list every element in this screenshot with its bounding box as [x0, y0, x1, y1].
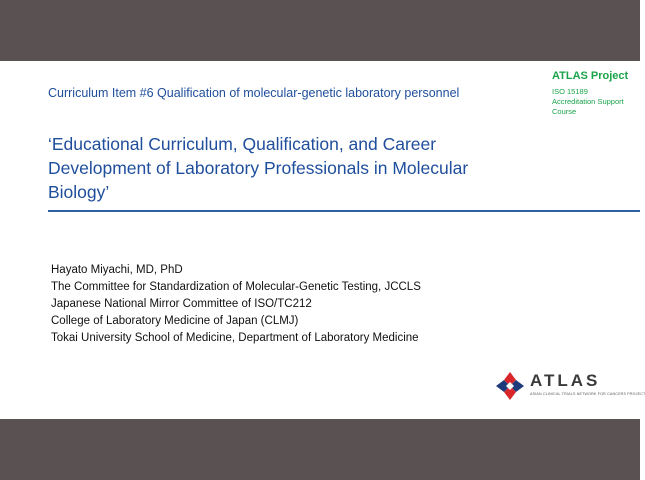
affiliation-line: College of Laboratory Medicine of Japan (CLMJ)	[51, 315, 299, 327]
affiliation-line: Tokai University School of Medicine, Department of Laboratory Medicine	[51, 332, 419, 344]
badge-title: ATLAS Project	[552, 70, 629, 82]
affiliation-line: Japanese National Mirror Committee of ISO/TC212	[51, 298, 312, 310]
bottom-band	[0, 419, 640, 480]
atlas-project-badge	[552, 70, 632, 117]
author-name: Hayato Miyachi, MD, PhD	[51, 264, 183, 276]
atlas-logo-icon	[495, 371, 525, 401]
badge-subtitle: ISO 15189 Accreditation Support Course	[552, 87, 624, 116]
title-divider	[48, 210, 640, 212]
atlas-logo	[495, 371, 645, 405]
presentation-title: ‘Educational Curriculum, Qualification, and Career Development of Laboratory Professionals in Molecular Biology’	[48, 134, 469, 202]
atlas-wordmark: ATLAS	[530, 371, 601, 390]
atlas-tagline: ASIAN CLINICAL TRIALS NETWORK FOR CANCERS PROJECT	[530, 392, 645, 396]
top-band	[0, 0, 640, 61]
author-block	[51, 262, 421, 347]
affiliation-line: The Committee for Standardization of Molecular-Genetic Testing, JCCLS	[51, 281, 421, 293]
curriculum-item-line: Curriculum Item #6 Qualification of molecular-genetic laboratory personnel	[48, 86, 460, 100]
